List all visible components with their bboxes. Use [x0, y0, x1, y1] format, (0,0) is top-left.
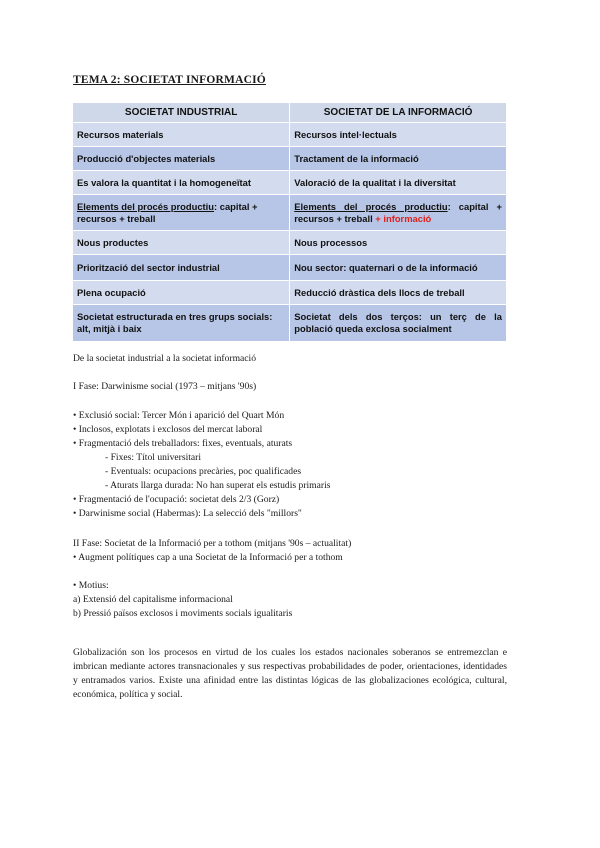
list-item: • Augment polítiques cap a una Societat de la Informació per a tothom [73, 552, 343, 563]
header-industrial: SOCIETAT INDUSTRIAL [73, 103, 290, 123]
header-informacio: SOCIETAT DE LA INFORMACIÓ [290, 103, 507, 123]
list-item: • Darwinisme social (Habermas): La selecció dels "millors" [73, 508, 302, 519]
phase-two-heading: II Fase: Societat de la Informació per a tothom (mitjans '90s – actualitat) [73, 538, 352, 549]
table-row [73, 305, 507, 341]
cell-left: Recursos materials [73, 123, 290, 147]
page-title: TEMA 2: SOCIETAT INFORMACIÓ [73, 74, 266, 86]
list-item: • Inclosos, explotats i exclosos del mercat laboral [73, 424, 263, 435]
cell-right-highlight: + informació [375, 212, 432, 224]
cell-right: Nous processos [290, 231, 507, 255]
cell-left: Producció d'objectes materials [73, 147, 290, 171]
cell-left-underline: Elements del procés productiu [77, 200, 215, 212]
table-row [73, 171, 507, 195]
cell-left [73, 195, 290, 231]
sub-list-item: - Eventuals: ocupacions precàries, poc qualificades [105, 466, 302, 477]
cell-right: Recursos intel·lectuals [290, 123, 507, 147]
cell-right: Nou sector: quaternari o de la informació [290, 255, 507, 281]
subtitle-line: De la societat industrial a la societat informació [73, 353, 257, 364]
table-row [73, 195, 507, 231]
cell-right: Valoració de la qualitat i la diversitat [290, 171, 507, 195]
cell-left: Societat estructurada en tres grups socials: alt, mitjà i baix [73, 305, 290, 341]
list-item: • Fragmentació dels treballadors: fixes, eventuals, aturats [73, 438, 293, 449]
cell-right-underline: Elements del procés productiu [294, 200, 448, 212]
globalization-paragraph: Globalización son los procesos en virtud de los cuales los estados nacionales soberanos se entremezclan e imbrican mediante actores transnacionales y sus respectivas probabilidades de poder, orientaciones, identidades y entramados varios. Existe una afinidad entre las distintas lógicas de las globalizaciones ecológica, cultural, económica, política y social. [73, 647, 507, 700]
table-header-row [73, 103, 507, 123]
comparison-table [73, 103, 507, 341]
table-row [73, 123, 507, 147]
cell-right: Societat dels dos terços: un terç de la població queda exclosa socialment [290, 305, 507, 341]
list-item: b) Pressió països exclosos i moviments socials igualitaris [73, 608, 293, 619]
cell-right: Tractament de la informació [290, 147, 507, 171]
phase-one-heading: I Fase: Darwinisme social (1973 – mitjans '90s) [73, 381, 257, 392]
sub-list-item: - Aturats llarga durada: No han superat els estudis primaris [105, 480, 331, 491]
table-row [73, 147, 507, 171]
table-row [73, 255, 507, 281]
table-row [73, 281, 507, 305]
sub-list-item: - Fixes: Títol universitari [105, 452, 202, 463]
list-item: a) Extensió del capitalisme informacional [73, 594, 233, 605]
cell-left: Nous productes [73, 231, 290, 255]
list-item: • Exclusió social: Tercer Món i aparició del Quart Món [73, 410, 285, 421]
cell-left: Es valora la quantitat i la homogeneïtat [73, 171, 290, 195]
cell-left: Priorització del sector industrial [73, 255, 290, 281]
cell-right: Reducció dràstica dels llocs de treball [290, 281, 507, 305]
cell-right [290, 195, 507, 231]
cell-right-rest: : capital + recursos + treball [294, 200, 502, 224]
cell-left-rest: : capital + recursos + treball [77, 200, 258, 224]
cell-left: Plena ocupació [73, 281, 290, 305]
list-item: • Fragmentació de l'ocupació: societat dels 2/3 (Gorz) [73, 494, 280, 505]
table-row [73, 231, 507, 255]
list-item: • Motius: [73, 580, 109, 591]
